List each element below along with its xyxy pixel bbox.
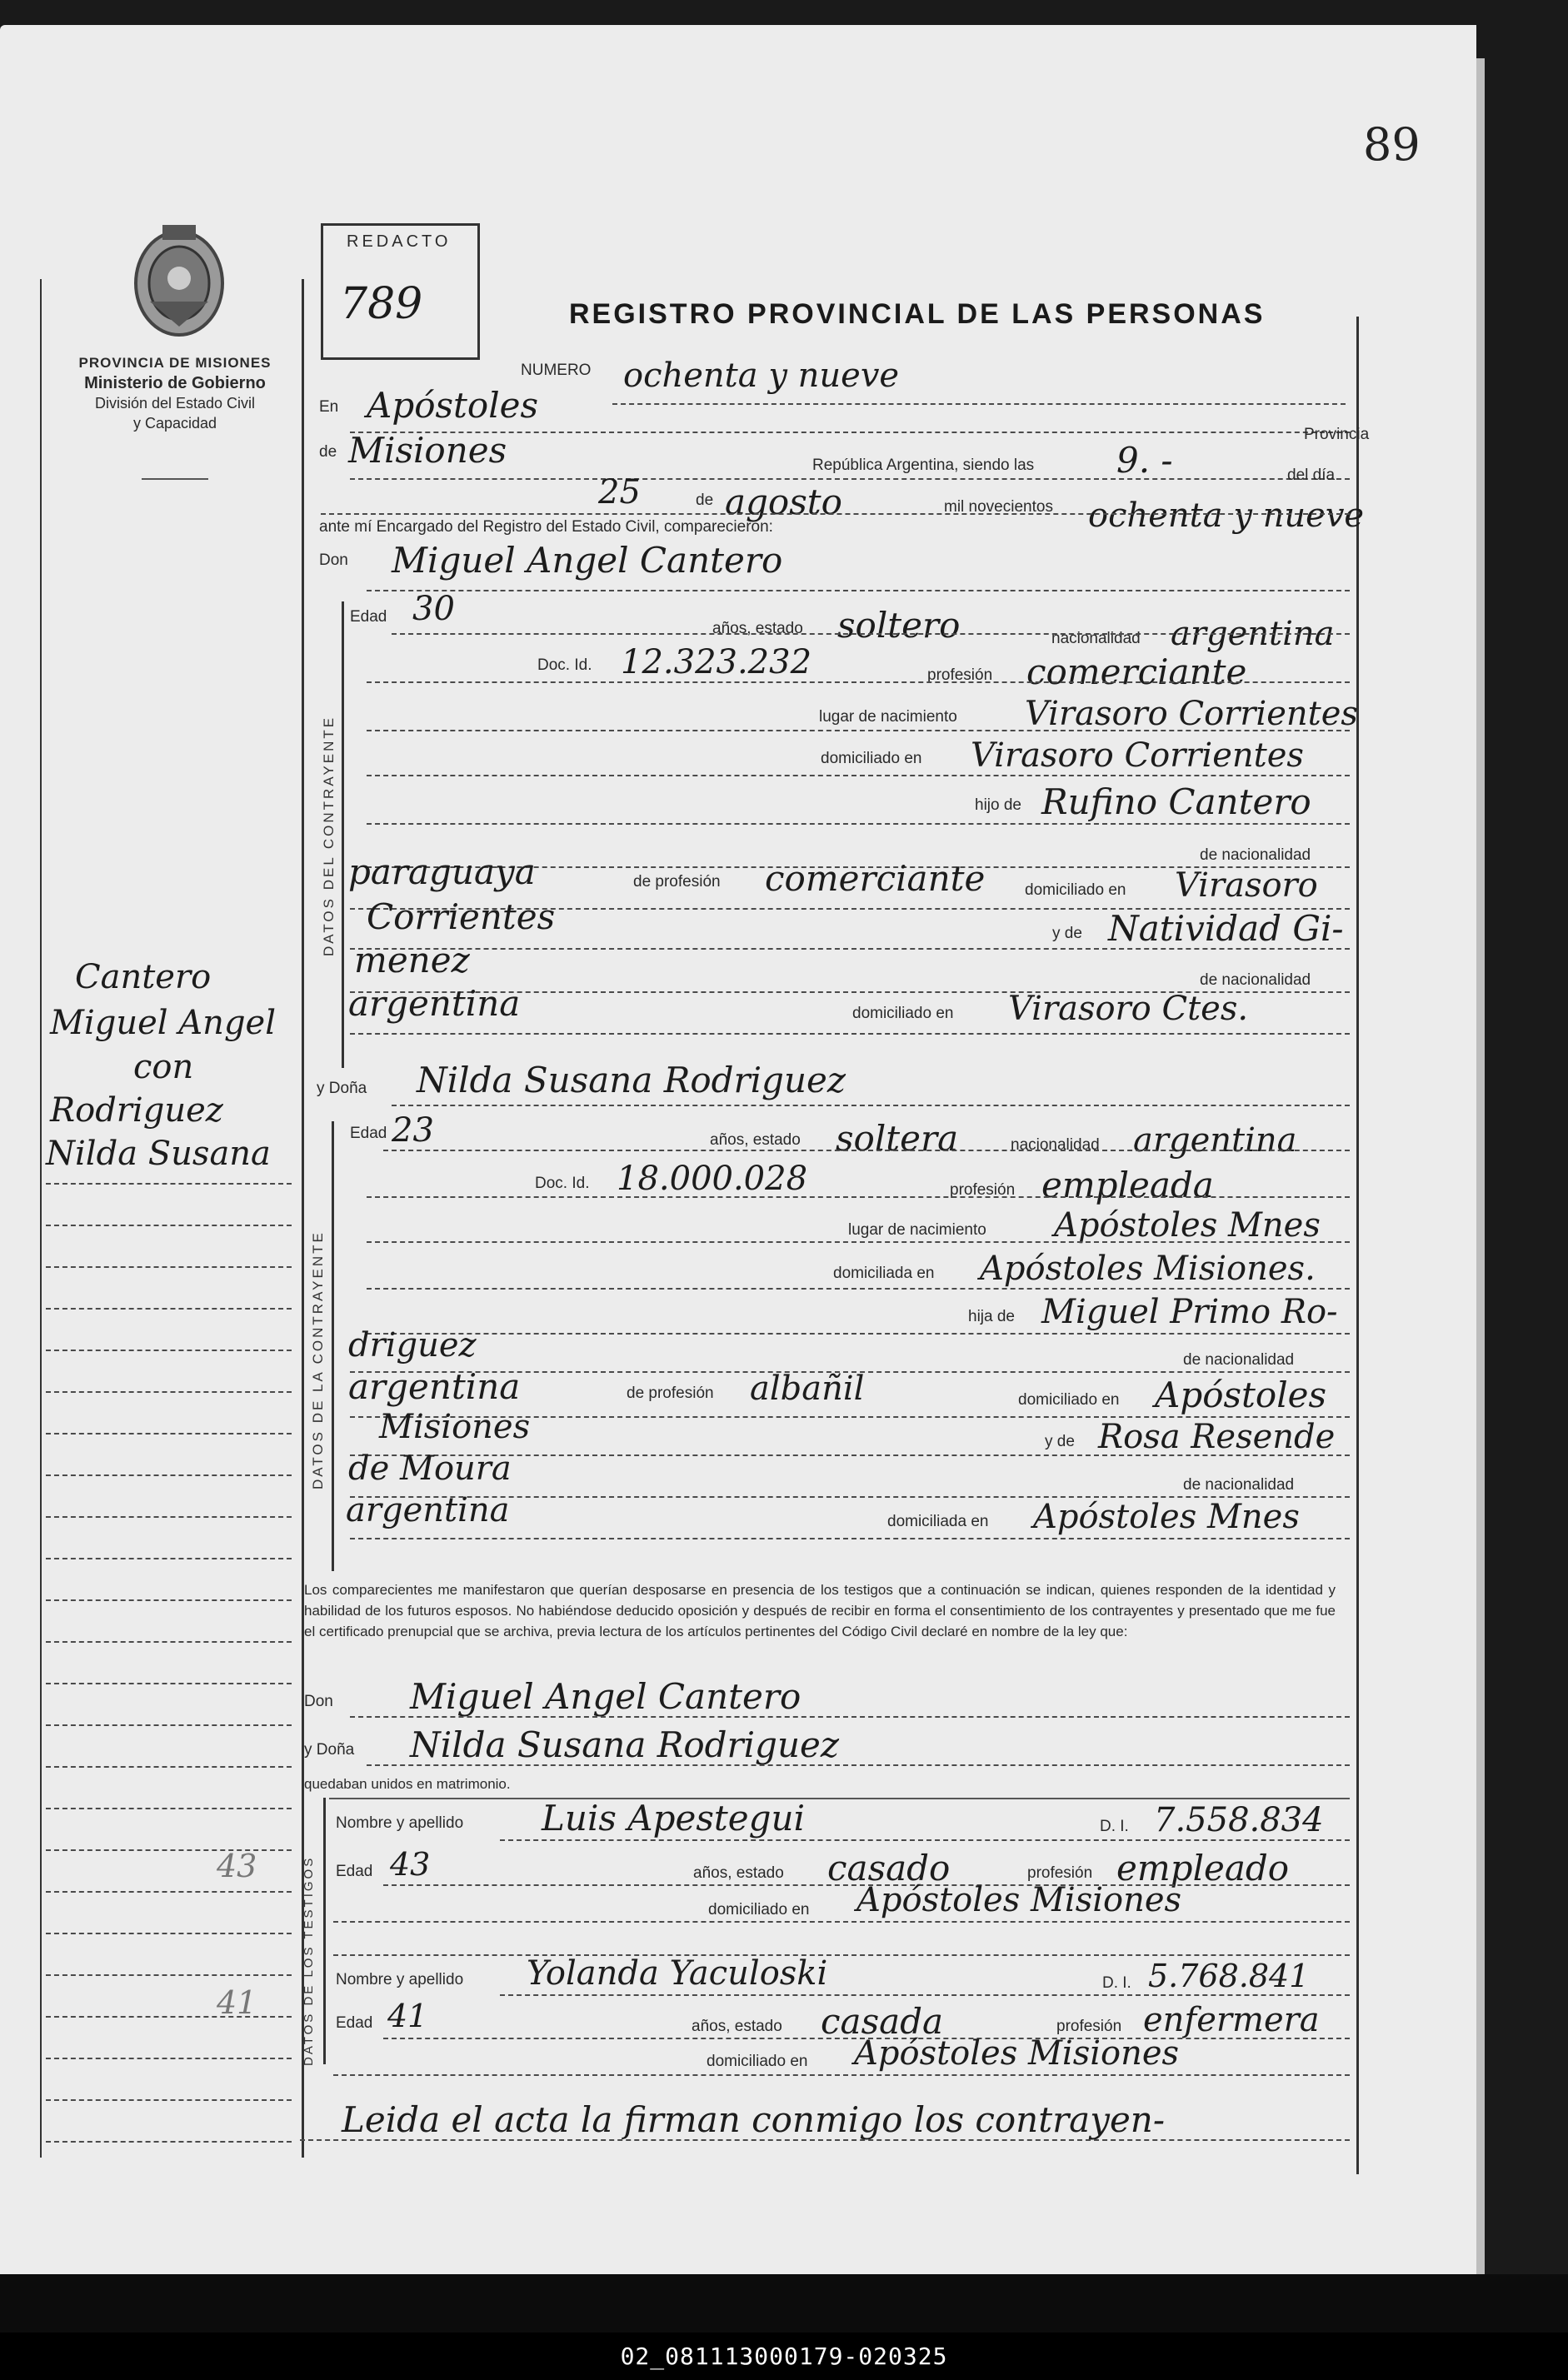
contrayenta-padre-dom2: Misiones: [379, 1408, 531, 1446]
margin-note-line: Rodriguez: [50, 1091, 223, 1130]
contrayente-padre: Rufino Cantero: [1041, 781, 1311, 822]
label-de-profesion: de profesión: [627, 1385, 714, 1402]
fill-line: [350, 948, 1350, 950]
margin-ruled-line: [46, 1974, 292, 1976]
margin-ruled-line: [46, 1641, 292, 1643]
fill-line: [367, 590, 1350, 591]
fill-line: [350, 1033, 1350, 1035]
contrayenta-padre: Miguel Primo Ro-: [1041, 1293, 1338, 1331]
fill-line: [612, 403, 1346, 405]
label-domicilio: domiciliada en: [833, 1265, 935, 1282]
label-de: de: [319, 443, 337, 461]
testigo1-domicilio: Apóstoles Misiones: [856, 1881, 1182, 1919]
label-nombre: Nombre y apellido: [336, 1971, 464, 1988]
contrayenta-lugar: Apóstoles Mnes: [1054, 1206, 1321, 1245]
fill-line: [367, 730, 1350, 731]
contrayente-padre-dom2: Corrientes: [367, 896, 556, 937]
act-en: Apóstoles: [367, 385, 539, 426]
label-y-de: y de: [1045, 1433, 1075, 1450]
divider: [142, 478, 208, 480]
margin-rule: [40, 279, 42, 2158]
section-rule: [342, 601, 344, 1068]
fill-line: [367, 681, 1350, 683]
act-de: Misiones: [348, 430, 507, 471]
margin-ruled-line: [46, 2099, 292, 2101]
act-numero: ochenta y nueve: [623, 357, 900, 395]
label-anios: años, estado: [712, 620, 803, 637]
label-domiciliada: domiciliada en: [887, 1513, 989, 1530]
divider: [329, 1798, 1350, 1799]
margin-note-line: Nilda Susana: [46, 1135, 271, 1173]
testigo2-profesion: enfermera: [1143, 2001, 1320, 2039]
label-hijo: hijo de: [975, 796, 1021, 814]
contrayenta-padre-prof: albañil: [750, 1370, 865, 1408]
ministry-line: y Capacidad: [132, 415, 217, 432]
contrayente-lugar: Virasoro Corrientes: [1025, 695, 1358, 733]
label-y-dona: y Doña: [317, 1080, 367, 1097]
margin-ruled-line: [46, 1308, 292, 1310]
act-don: Miguel Angel Cantero: [392, 540, 783, 581]
contrayenta-edad: 23: [392, 1111, 434, 1150]
testigo2-nombre: Yolanda Yaculoski: [527, 1954, 828, 1993]
contrayente-madre2: menez: [354, 940, 470, 980]
page-shadow: [0, 2274, 1568, 2333]
margin-ruled-line: [46, 1766, 292, 1768]
contrayenta-profesion: empleada: [1041, 1165, 1214, 1205]
contrayenta-doc: 18.000.028: [617, 1160, 808, 1198]
label-numero: NUMERO: [521, 362, 592, 379]
margin-ruled-line: [46, 1183, 292, 1185]
act-mes: agosto: [725, 481, 842, 522]
label-edad: Edad: [350, 1125, 387, 1142]
label-profesion: profesión: [1027, 1864, 1093, 1882]
ministry-line: Ministerio de Gobierno: [84, 374, 266, 392]
contrayente-padre-nac: paraguaya: [348, 851, 536, 892]
label-de-mes: de: [696, 491, 714, 509]
contrayente-nacionalidad: argentina: [1171, 615, 1335, 653]
label-del-dia: del día: [1287, 467, 1336, 484]
label-de-nacionalidad: de nacionalidad: [1183, 1351, 1295, 1369]
label-domicilio: domiciliado en: [708, 1901, 810, 1918]
right-rule: [1356, 317, 1359, 2174]
contrayente-estado: soltero: [837, 605, 961, 646]
contrayente-padre-dom: Virasoro: [1175, 866, 1318, 905]
label-domicilio: domiciliado en: [821, 750, 922, 767]
testigo1-estado: casado: [827, 1848, 951, 1889]
label-de-nacionalidad: de nacionalidad: [1200, 846, 1311, 864]
fill-line: [500, 1839, 1350, 1841]
declaracion-dona: Nilda Susana Rodriguez: [410, 1724, 839, 1765]
margin-ruled-line: [46, 1891, 292, 1893]
label-edad: Edad: [350, 608, 387, 626]
margin-ruled-line: [46, 1350, 292, 1351]
label-lugar: lugar de nacimiento: [819, 708, 957, 726]
testigo2-domicilio: Apóstoles Misiones: [854, 2034, 1180, 2073]
label-anios: años, estado: [692, 2018, 782, 2035]
closing-text: Leida el acta la firman conmigo los contrayen-: [342, 2099, 1166, 2140]
label-profesion: profesión: [927, 666, 993, 684]
testigo1-edad: 43: [390, 1846, 431, 1883]
testigo1-profesion: empleado: [1116, 1848, 1290, 1889]
contrayente-profesion: comerciante: [1026, 651, 1247, 692]
fill-line: [350, 478, 1350, 480]
contrayenta-nacionalidad: argentina: [1133, 1121, 1297, 1160]
label-don: Don: [304, 1693, 333, 1710]
redacto-value: 789: [340, 279, 423, 329]
label-y-de: y de: [1052, 925, 1082, 942]
ministry-line: División del Estado Civil: [94, 395, 256, 412]
margin-ruled-line: [46, 1516, 292, 1518]
ministry-line: PROVINCIA DE MISIONES: [78, 355, 272, 371]
label-de-nacionalidad: de nacionalidad: [1183, 1476, 1295, 1494]
fill-line: [367, 1333, 1350, 1335]
contrayenta-madre2: de Moura: [348, 1449, 512, 1488]
label-anios: años, estado: [693, 1864, 784, 1882]
margin-ruled-line: [46, 1933, 292, 1934]
section-rule: [332, 1121, 334, 1571]
margin-ruled-line: [46, 1683, 292, 1684]
contrayente-madre-nac: argentina: [348, 983, 521, 1024]
label-ante: ante mí Encargado del Registro del Estado Civil, comparecieron:: [319, 518, 773, 536]
fill-line: [367, 1764, 1350, 1766]
label-don: Don: [319, 551, 348, 569]
label-mil: mil novecientos: [944, 498, 1053, 516]
contrayenta-padre-nac: argentina: [348, 1366, 521, 1407]
label-de-nacionalidad: de nacionalidad: [1200, 971, 1311, 989]
label-domicilio: domiciliado en: [707, 2053, 808, 2070]
fill-line: [367, 1288, 1350, 1290]
margin-ruled-line: [46, 1599, 292, 1601]
redacto-box: [321, 223, 480, 360]
redacto-label: REDACTO: [347, 232, 452, 251]
declaracion-don: Miguel Angel Cantero: [410, 1676, 801, 1717]
label-provincia: Provincia: [1304, 426, 1370, 443]
contrayente-edad: 30: [412, 590, 455, 628]
label-domiciliado: domiciliado en: [852, 1005, 954, 1022]
page-number: 89: [1363, 118, 1421, 171]
label-domiciliado: domiciliado en: [1018, 1391, 1120, 1409]
fill-line: [333, 1921, 1350, 1923]
contrayenta-estado: soltera: [836, 1118, 959, 1159]
testigo2-estado: casada: [821, 2001, 944, 2042]
label-nacionalidad: nacionalidad: [1011, 1136, 1100, 1154]
fill-line: [367, 775, 1350, 776]
contrayenta-domicilio: Apóstoles Misiones.: [980, 1250, 1316, 1288]
label-domiciliado: domiciliado en: [1025, 881, 1126, 899]
fill-line: [367, 1196, 1350, 1198]
label-hija: hija de: [968, 1308, 1015, 1325]
testigo1-nombre: Luis Apestegui: [542, 1798, 806, 1839]
quedaban-text: quedaban unidos en matrimonio.: [304, 1776, 511, 1792]
contrayenta-padre2: driguez: [348, 1326, 477, 1365]
label-di: D. I.: [1100, 1818, 1129, 1835]
contrayente-domicilio: Virasoro Corrientes: [971, 736, 1304, 775]
margin-mark: 43: [217, 1848, 257, 1884]
testigo2-edad: 41: [387, 1998, 428, 2034]
margin-ruled-line: [46, 1433, 292, 1434]
page-edge: [1476, 58, 1485, 2274]
fill-line: [350, 1538, 1350, 1539]
declaration-paragraph: Los comparecientes me manifestaron que querían desposarse en presencia de los testigos que a continuación se indican, quienes responden de la identidad y habilidad de los futuros esposos. No habiéndose deducido oposición y después de recibir en forma el consentimiento de los contrayentes y presentado que me fue el certificado prenupcial que se archiva, previa lectura de los artículos pertinentes del Código Civil declaré en nombre de la ley que:: [304, 1582, 1336, 1639]
fill-line: [350, 1716, 1350, 1718]
margin-ruled-line: [46, 1808, 292, 1809]
fill-line: [392, 1105, 1350, 1106]
section-label-contrayenta: DATOS DE LA CONTRAYENTE: [310, 1230, 326, 1489]
contrayenta-nombre: Nilda Susana Rodriguez: [417, 1060, 846, 1100]
label-de-profesion: de profesión: [633, 873, 721, 891]
label-profesion: profesión: [950, 1181, 1016, 1199]
margin-ruled-line: [46, 2058, 292, 2059]
contrayente-madre-dom: Virasoro Ctes.: [1008, 990, 1249, 1028]
margin-ruled-line: [46, 1391, 292, 1393]
fill-line: [321, 513, 1350, 515]
label-doc: Doc. Id.: [535, 1175, 590, 1192]
fill-line: [367, 1241, 1350, 1243]
coat-of-arms-seal: [125, 218, 233, 343]
contrayenta-madre-dom: Apóstoles Mnes: [1033, 1498, 1300, 1536]
label-y-dona: y Doña: [304, 1741, 355, 1759]
fill-line: [333, 1954, 1350, 1956]
act-hora: 9. -: [1116, 440, 1173, 481]
ministry-block: [46, 353, 304, 433]
section-label-contrayente: DATOS DEL CONTRAYENTE: [321, 715, 337, 956]
margin-note-line: Miguel Angel: [50, 1004, 277, 1042]
label-republica: República Argentina, siendo las: [812, 457, 1035, 474]
testigo2-di: 5.768.841: [1148, 1958, 1310, 1994]
margin-ruled-line: [46, 2141, 292, 2143]
fill-line: [392, 633, 1350, 635]
label-en: En: [319, 398, 339, 416]
contrayenta-madre: Rosa Resende: [1098, 1418, 1336, 1456]
document-title: REGISTRO PROVINCIAL DE LAS PERSONAS: [569, 298, 1266, 330]
label-di: D. I.: [1102, 1974, 1131, 1992]
section-label-testigos: DATOS DE LOS TESTIGOS: [302, 1855, 316, 2066]
contrayente-madre: Natividad Gi-: [1108, 908, 1344, 949]
fill-line: [383, 1150, 1350, 1151]
margin-note-line: con: [133, 1048, 194, 1086]
margin-mark: 41: [217, 1984, 257, 2021]
section-rule: [323, 1798, 326, 2064]
margin-note-line: Cantero: [75, 958, 212, 996]
testigo1-di: 7.558.834: [1154, 1801, 1324, 1839]
footer-filename: 02_081113000179-020325: [0, 2333, 1568, 2380]
label-doc: Doc. Id.: [537, 656, 592, 674]
contrayente-padre-prof: comerciante: [765, 858, 986, 899]
fill-line: [500, 1994, 1350, 1996]
fill-line: [300, 2139, 1350, 2141]
label-edad: Edad: [336, 1863, 373, 1880]
margin-ruled-line: [46, 1474, 292, 1476]
margin-ruled-line: [46, 1724, 292, 1726]
margin-ruled-line: [46, 1558, 292, 1559]
contrayente-doc: 12.323.232: [621, 643, 812, 681]
label-edad: Edad: [336, 2014, 373, 2032]
label-nacionalidad: nacionalidad: [1051, 630, 1141, 647]
act-dia: 25: [598, 473, 641, 511]
fill-line: [333, 2074, 1350, 2076]
margin-ruled-line: [46, 1266, 292, 1268]
contrayenta-madre-nac: argentina: [346, 1491, 510, 1529]
label-anios: años, estado: [710, 1131, 801, 1149]
fill-line: [367, 823, 1350, 825]
act-anio: ochenta y nueve: [1088, 496, 1365, 535]
label-lugar: lugar de nacimiento: [848, 1221, 986, 1239]
contrayenta-padre-dom: Apóstoles: [1155, 1375, 1327, 1415]
margin-ruled-line: [46, 1225, 292, 1226]
label-profesion: profesión: [1056, 2018, 1122, 2035]
label-nombre: Nombre y apellido: [336, 1814, 464, 1832]
